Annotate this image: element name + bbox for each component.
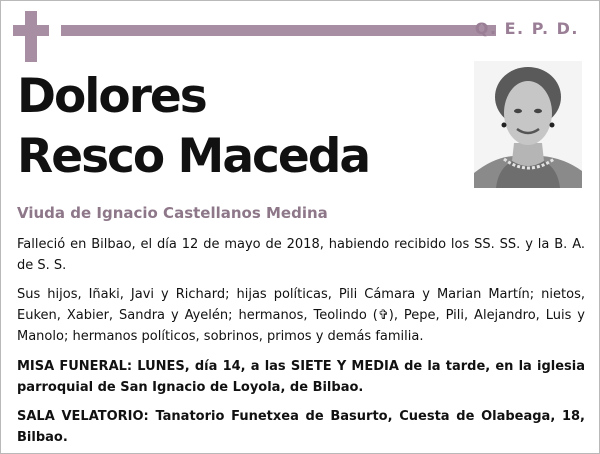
portrait-photo <box>474 61 582 188</box>
wake-location: SALA VELATORIO: Tanatorio Funetxea de Basurto, Cuesta de Olabeaga, 18, Bilbao. <box>17 409 585 445</box>
cross-icon <box>25 11 37 62</box>
first-name: Dolores <box>17 69 206 124</box>
cross-icon-bar <box>13 25 49 36</box>
funeral-mass: MISA FUNERAL: LUNES, día 14, a las SIETE Y MEDIA de la tarde, en la iglesia parroquial de San Ignacio de Loyola, de Bilbao. <box>17 359 585 395</box>
family-list: Sus hijos, Iñaki, Javi y Richard; hijas políticas, Pili Cámara y Marian Martín; nietos, Euken, Xabier, Sandra y Ayelén; hermanos, Teolindo (✞), Pepe, Pili, Alejandro, Luis y Manolo; hermanos políticos, sobrinos, primos y demás familia. <box>17 287 585 344</box>
widow-line: Viuda de Ignacio Castellanos Medina <box>17 204 328 222</box>
death-announcement: Falleció en Bilbao, el día 12 de mayo de 2018, habiendo recibido los SS. SS. y la B. A. de S. S. <box>17 237 585 273</box>
surname: Resco Maceda <box>17 129 370 184</box>
qepd-label: Q. E. P. D. <box>474 19 579 38</box>
header-rule <box>61 25 496 36</box>
